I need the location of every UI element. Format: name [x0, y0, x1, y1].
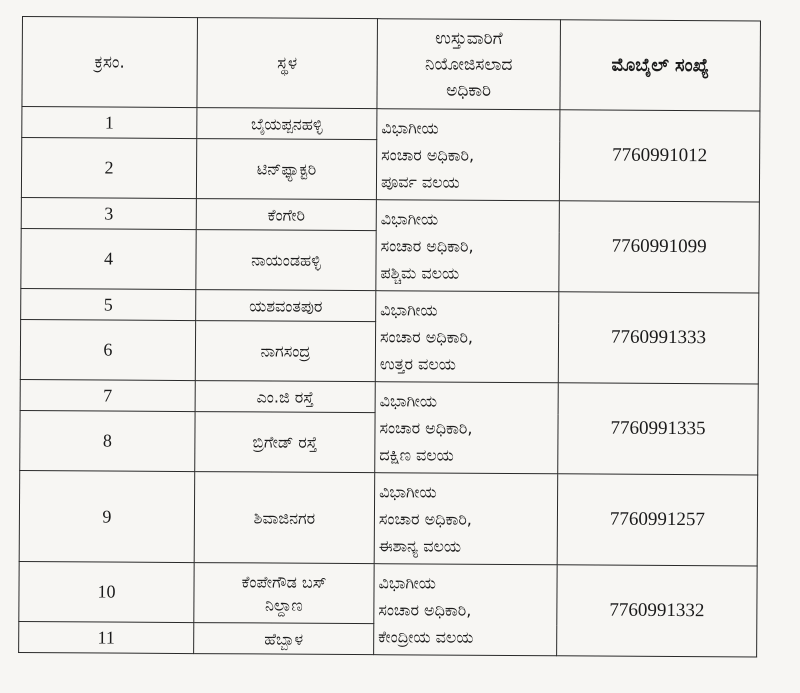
officer-line: ದಕ್ಷಿಣ ವಲಯ — [379, 444, 454, 465]
officer-line: ಸಂಚಾರ ಅಧಿಕಾರಿ, — [379, 326, 474, 347]
serial-number-cell: 9 — [19, 470, 195, 562]
officer-line: ವಿಭಾಗೀಯ — [380, 299, 438, 320]
place-line: ನಿಲ್ದಾಣ — [264, 594, 303, 615]
mobile-number-cell: 7760991099 — [559, 201, 760, 293]
mobile-number-cell: 7760991257 — [557, 474, 758, 566]
serial-number-cell: 2 — [21, 138, 196, 199]
header-officer — [377, 19, 561, 110]
place-cell: ಹೆಬ್ಬಾಳ — [194, 623, 374, 655]
serial-number-cell: 4 — [21, 228, 196, 289]
officer-line: ಕೇಂದ್ರೀಯ ವಲಯ — [378, 626, 474, 647]
mobile-number-cell: 7760991335 — [558, 383, 759, 475]
header-mobile-number: ಮೊಬೈಲ್ ಸಂಖ್ಯೆ — [560, 20, 761, 111]
place-cell: ಎಂ.ಜಿ ರಸ್ತೆ — [195, 381, 375, 413]
serial-number-cell: 6 — [20, 319, 195, 380]
officer-line: ಪೂರ್ವ ವಲಯ — [380, 171, 460, 192]
officer-line: ವಿಭಾಗೀಯ — [378, 572, 437, 593]
officer-line: ಉತ್ತರ ವಲಯ — [379, 353, 456, 374]
table-row — [21, 197, 759, 233]
officer-line: ಸಂಚಾರ ಅಧಿಕಾರಿ, — [378, 599, 472, 620]
serial-number-cell: 7 — [20, 379, 195, 411]
table-row — [20, 379, 758, 415]
table-header-row — [22, 17, 761, 112]
officer-line: ವಿಭಾಗೀಯ — [380, 208, 439, 229]
mobile-number-cell: 7760991332 — [557, 565, 758, 657]
officer-cell — [374, 564, 558, 656]
serial-number-cell: 5 — [21, 288, 196, 320]
header-officer-line: ಅಧಿಕಾರಿ — [446, 80, 492, 101]
officer-line: ಈಶಾನ್ಯ ವಲಯ — [378, 535, 462, 556]
serial-number-cell: 1 — [22, 107, 197, 139]
mobile-number-cell: 7760991333 — [558, 292, 759, 384]
table-row — [19, 470, 758, 566]
officer-line: ವಿಭಾಗೀಯ — [379, 481, 437, 502]
table-row — [19, 561, 757, 626]
officer-cell — [374, 473, 558, 565]
officer-line: ಸಂಚಾರ ಅಧಿಕಾರಿ, — [379, 417, 473, 438]
place-line: ಕೆಂಪೇಗೌಡ ಬಸ್ — [241, 571, 327, 592]
mobile-number-cell: 7760991012 — [559, 110, 760, 202]
officer-line: ವಿಭಾಗೀಯ — [379, 390, 438, 411]
place-cell: ಯಶವಂತಪುರ — [196, 290, 376, 322]
officer-line: ಸಂಚಾರ ಅಧಿಕಾರಿ, — [380, 235, 474, 256]
officer-cell — [376, 109, 560, 201]
serial-number-cell: 8 — [20, 410, 195, 471]
place-cell: ಕೆಂಗೇರಿ — [196, 199, 376, 231]
table-row — [21, 288, 759, 324]
place-cell: ನಾಗಸಂದ್ರ — [195, 321, 375, 382]
officer-line: ವಿಭಾಗೀಯ — [381, 117, 439, 138]
officer-contact-table — [18, 16, 761, 658]
header-officer-line: ಉಸ್ತುವಾರಿಗೆ — [435, 28, 503, 49]
officer-line: ಸಂಚಾರ ಅಧಿಕಾರಿ, — [378, 508, 472, 529]
place-cell: ಬೈಯಪ್ಪನಹಳ್ಳಿ — [197, 108, 377, 140]
header-place: ಸ್ಥಳ — [197, 18, 378, 109]
table-row — [22, 107, 760, 143]
serial-number-cell: 11 — [19, 621, 194, 653]
header-serial-number: ಕ್ರಸಂ. — [22, 17, 198, 108]
place-cell — [194, 563, 374, 624]
place-cell: ಬ್ರಿಗೇಡ್ ರಸ್ತೆ — [195, 412, 375, 473]
serial-number-cell: 10 — [19, 561, 194, 622]
serial-number-cell: 3 — [21, 197, 196, 229]
officer-line: ಪಶ್ಚಿಮ ವಲಯ — [380, 262, 460, 283]
officer-cell — [375, 291, 559, 383]
header-officer-line: ನಿಯೋಜಿಸಲಾದ — [424, 53, 513, 75]
place-cell: ಶಿವಾಜಿನಗರ — [194, 472, 375, 564]
officer-line: ಸಂಚಾರ ಅಧಿಕಾರಿ, — [381, 144, 475, 165]
place-cell: ಟಿನ್‌ಫ್ಯಾಕ್ಟರಿ — [196, 139, 376, 200]
place-cell: ನಾಯಂಡಹಳ್ಳಿ — [196, 230, 376, 291]
officer-cell — [375, 382, 559, 474]
officer-cell — [376, 200, 560, 292]
